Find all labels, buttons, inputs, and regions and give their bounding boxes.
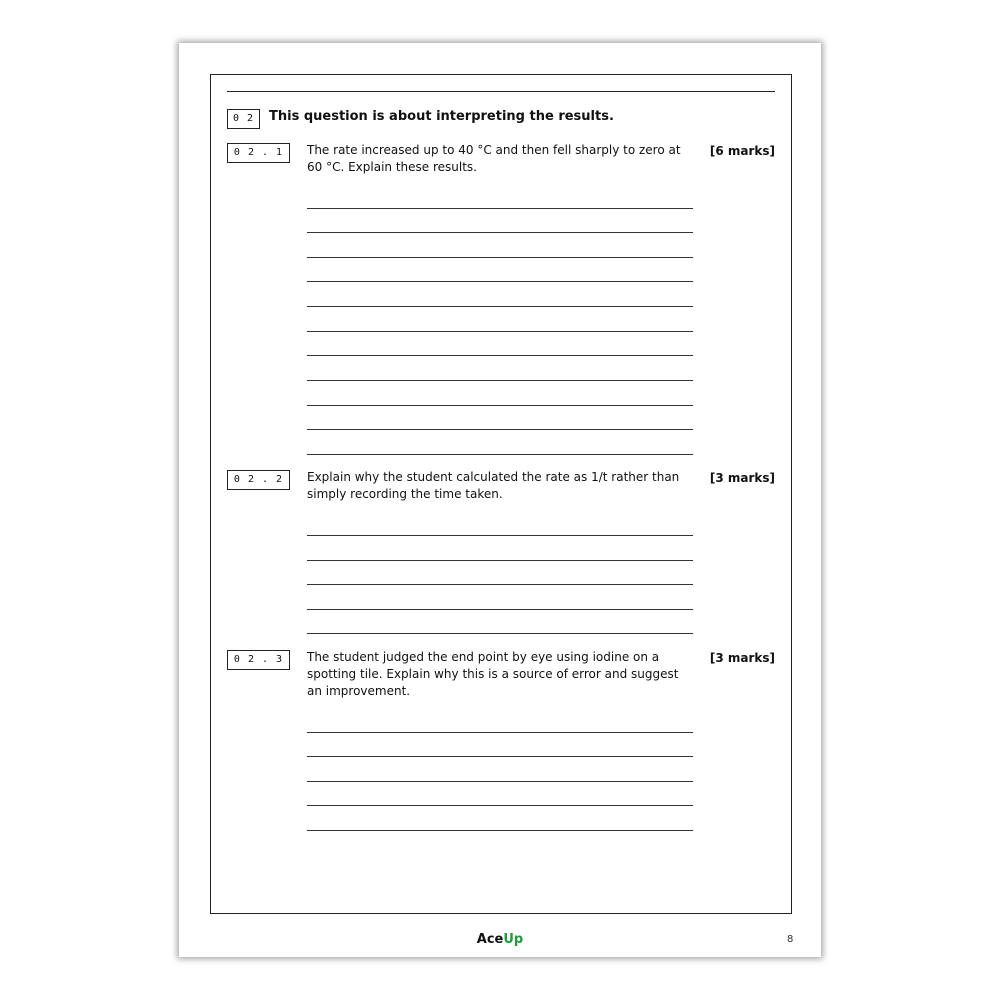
answer-line[interactable] bbox=[307, 380, 693, 381]
answer-line[interactable] bbox=[307, 232, 693, 233]
answer-line[interactable] bbox=[307, 208, 693, 209]
content-frame bbox=[210, 74, 792, 914]
answer-line[interactable] bbox=[307, 405, 693, 406]
answer-line[interactable] bbox=[307, 633, 693, 634]
answer-line[interactable] bbox=[307, 306, 693, 307]
page-number: 8 bbox=[787, 934, 794, 945]
answer-line[interactable] bbox=[307, 331, 693, 332]
answer-line[interactable] bbox=[307, 732, 693, 733]
answer-line[interactable] bbox=[307, 756, 693, 757]
marks-label: [6 marks] bbox=[709, 144, 775, 158]
brand-logo-ace: Ace bbox=[476, 932, 504, 947]
section-heading: This question is about interpreting the results. bbox=[269, 109, 614, 124]
answer-line[interactable] bbox=[307, 429, 693, 430]
question-text: The student judged the end point by eye using iodine on a spotting tile. Explain why this is a source of error and suggest an improvement. bbox=[307, 650, 679, 698]
answer-line[interactable] bbox=[307, 609, 693, 610]
question-number-box: 0 2 . 1 bbox=[227, 143, 290, 163]
answer-line[interactable] bbox=[307, 805, 693, 806]
brand-logo bbox=[179, 932, 821, 947]
answer-line[interactable] bbox=[307, 355, 693, 356]
answer-line[interactable] bbox=[307, 535, 693, 536]
answer-line[interactable] bbox=[307, 281, 693, 282]
question-number-box: 0 2 . 2 bbox=[227, 470, 290, 490]
question-text: Explain why the student calculated the rate as 1/t rather than simply recording the time taken. bbox=[307, 470, 680, 501]
answer-line[interactable] bbox=[307, 454, 693, 455]
section-number-box: 0 2 bbox=[227, 109, 260, 129]
answer-line[interactable] bbox=[307, 560, 693, 561]
answer-line[interactable] bbox=[307, 830, 693, 831]
answer-line[interactable] bbox=[307, 781, 693, 782]
question-number-box: 0 2 . 3 bbox=[227, 650, 290, 670]
answer-line[interactable] bbox=[307, 584, 693, 585]
brand-logo-up: Up bbox=[503, 932, 524, 947]
marks-label: [3 marks] bbox=[709, 471, 775, 485]
top-rule bbox=[227, 91, 775, 92]
exam-page bbox=[179, 43, 821, 957]
answer-line[interactable] bbox=[307, 257, 693, 258]
question-text: The rate increased up to 40 °C and then fell sharply to zero at 60 °C. Explain these results. bbox=[307, 143, 681, 174]
marks-label: [3 marks] bbox=[709, 651, 775, 665]
